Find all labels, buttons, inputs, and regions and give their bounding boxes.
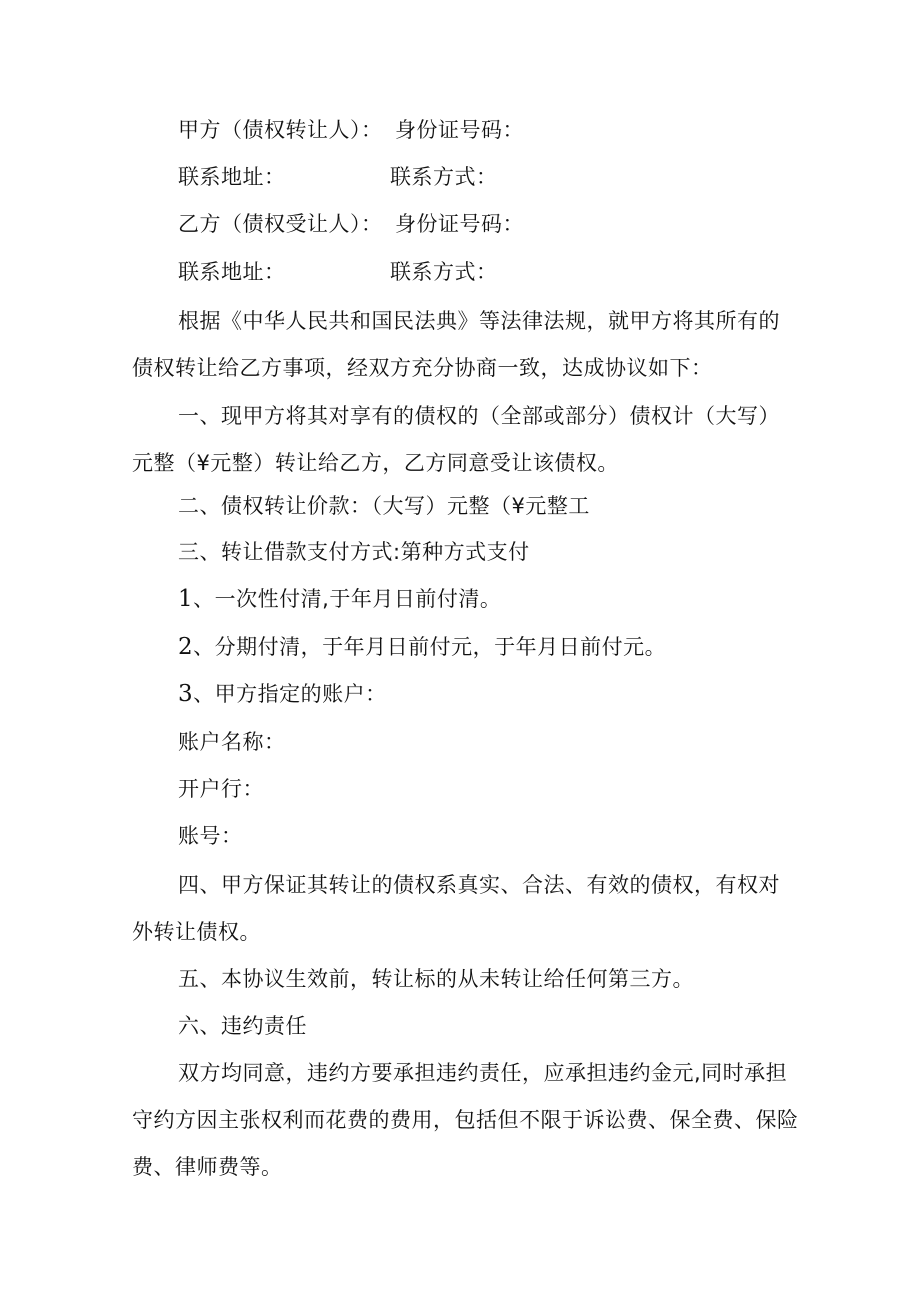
clause-6-title: 六、违约责任 [178,1014,307,1038]
party-b-contact-label: 联系方式： [390,260,498,284]
party-a-contact-label: 联系方式： [390,165,498,189]
account-name-label: 账户名称： [178,730,286,754]
party-a-row [178,115,524,145]
payment-option-2 [178,632,666,662]
clause-6-line-2: 守约方因主张权利而花费的费用，包括但不限于诉讼费、保全费、保险 [132,1108,799,1132]
account-bank-label: 开户行： [178,777,264,801]
party-b-contact-row [178,257,498,287]
payment-option-3-number: 3 [178,681,194,707]
clause-1-line-1: 一、现甲方将其对享有的债权的（全部或部分）债权计（大写） [178,404,780,428]
clause-3: 三、转让借款支付方式:第种方式支付 [178,540,530,564]
clause-2: 二、债权转让价款：（大写）元整（¥元整工 [178,494,590,518]
party-a-contact-row [178,162,498,192]
party-b-address-label: 联系地址： [178,260,286,284]
clause-1-line-2: 元整（¥元整）转让给乙方，乙方同意受让该债权。 [132,451,619,475]
clause-6-line-3: 费、律师费等。 [132,1155,283,1179]
payment-option-1 [178,584,501,614]
clause-4-line-2: 外转让债权。 [132,920,261,944]
party-b-id-label: 身份证号码： [395,212,524,236]
clause-4-line-1: 四、甲方保证其转让的债权系真实、合法、有效的债权，有权对 [178,873,780,897]
party-b-row [178,209,524,239]
party-a-address-label: 联系地址： [178,165,286,189]
intro-line-2: 债权转让给乙方事项，经双方充分协商一致，达成协议如下： [132,356,713,380]
clause-5: 五、本协议生效前，转让标的从未转让给任何第三方。 [178,967,694,991]
payment-option-2-number: 2 [178,634,194,660]
payment-option-1-number: 1 [178,586,194,612]
payment-option-3-text: 、甲方指定的账户： [193,682,387,706]
party-a-id-label: 身份证号码： [395,118,524,142]
intro-line-1: 根据《中华人民共和国民法典》等法律法规，就甲方将其所有的 [178,309,780,333]
payment-option-3 [178,679,387,709]
account-number-label: 账号： [178,824,243,848]
clause-6-line-1: 双方均同意，违约方要承担违约责任，应承担违约金元,同时承担 [178,1061,788,1085]
party-b-label: 乙方（债权受让人）： [178,212,383,236]
payment-option-2-text: 、分期付清，于年月日前付元，于年月日前付元。 [193,635,667,659]
party-a-label: 甲方（债权转让人）： [178,118,383,142]
payment-option-1-text: 、一次性付清,于年月日前付清。 [193,587,502,611]
